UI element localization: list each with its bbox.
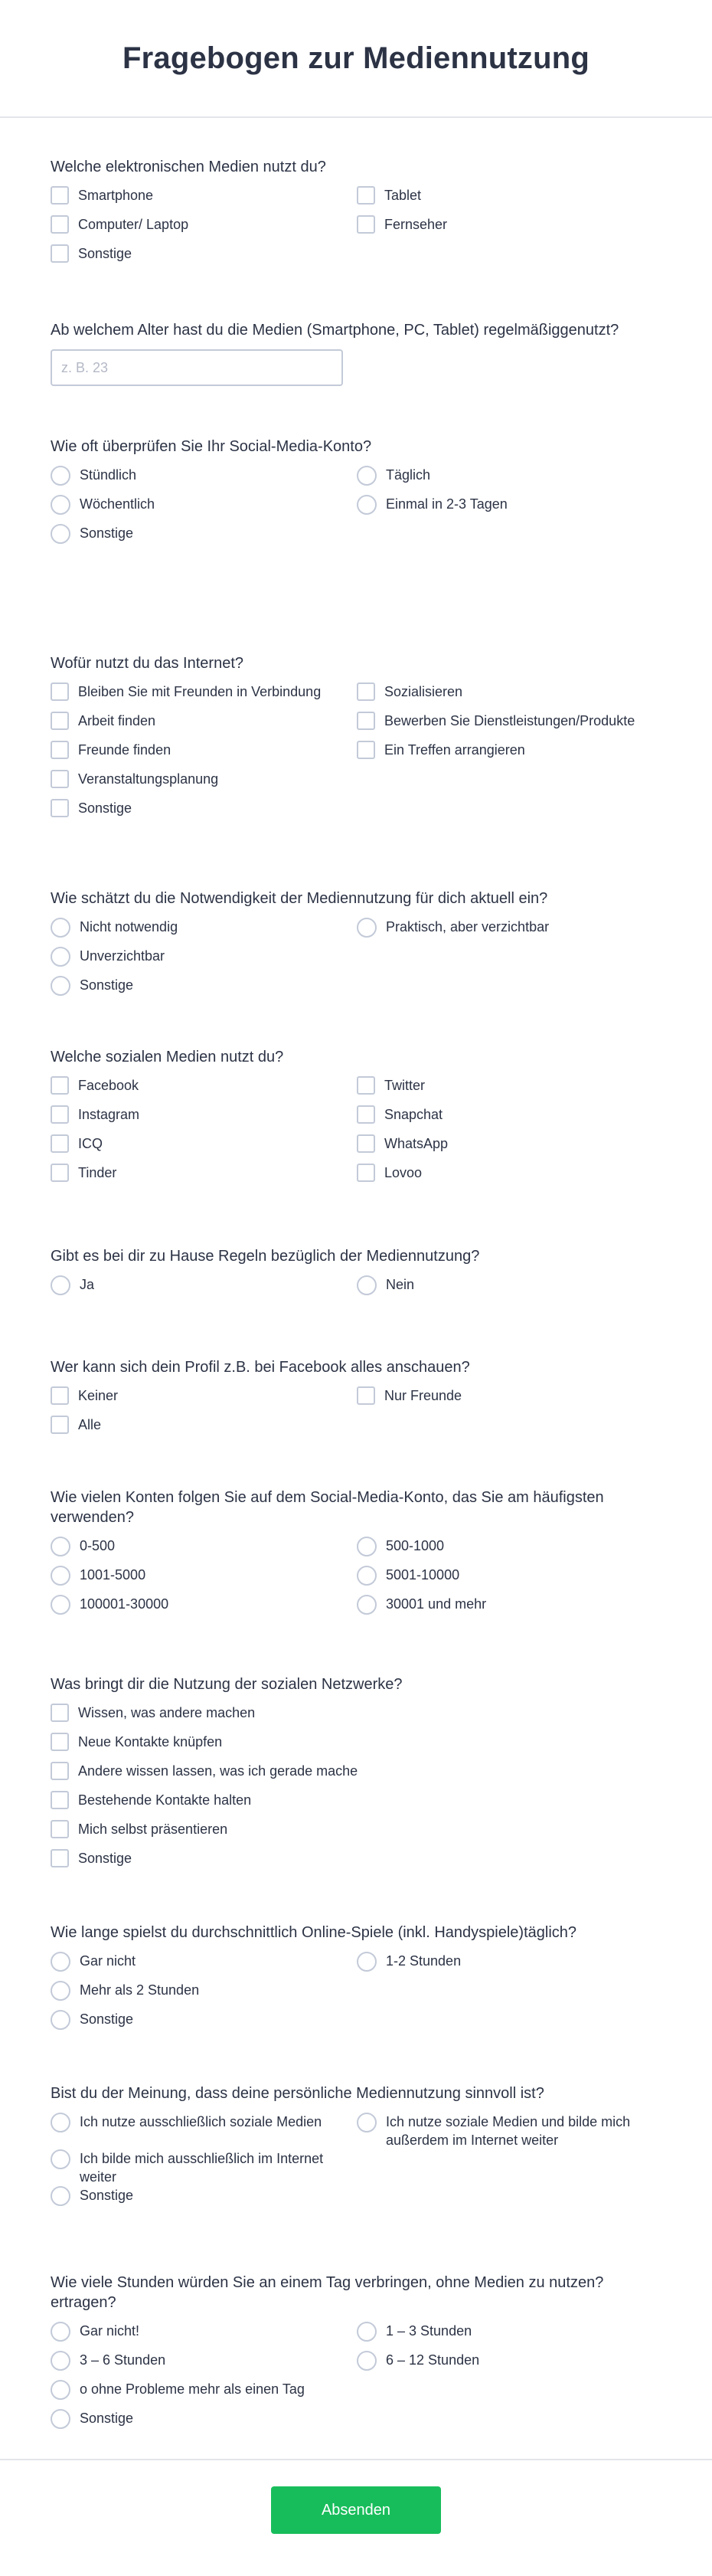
checkbox[interactable] bbox=[357, 1386, 375, 1405]
option-label: Nicht notwendig bbox=[80, 919, 178, 934]
option-label: Smartphone bbox=[78, 188, 154, 203]
option-label: 1 – 3 Stunden bbox=[386, 2323, 472, 2339]
checkbox-option[interactable] bbox=[51, 1386, 357, 1416]
radio-button[interactable] bbox=[51, 466, 70, 486]
checkbox[interactable] bbox=[51, 186, 69, 205]
option-label: Sonstige bbox=[78, 1851, 132, 1866]
option-label: Sonstige bbox=[80, 977, 134, 993]
question-12 bbox=[51, 2083, 663, 2215]
option-label: Facebook bbox=[78, 1078, 139, 1093]
age-input[interactable] bbox=[51, 349, 343, 386]
radio-button[interactable] bbox=[51, 2010, 70, 2030]
option-label: Keiner bbox=[78, 1388, 119, 1403]
option-label: o ohne Probleme mehr als einen Tag bbox=[80, 2381, 305, 2397]
option-label: Wöchentlich bbox=[80, 496, 155, 512]
radio-button[interactable] bbox=[51, 524, 70, 544]
option-label: Andere wissen lassen, was ich gerade mache bbox=[78, 1763, 358, 1779]
checkbox[interactable] bbox=[51, 682, 69, 701]
option-label: Stündlich bbox=[80, 467, 137, 483]
question-11 bbox=[51, 1923, 663, 2039]
option-label: Ich nutze soziale Medien und bilde mich außerdem im Internet weiter bbox=[386, 2114, 631, 2148]
option-label: 3 – 6 Stunden bbox=[80, 2352, 166, 2368]
question-label: Welche sozialen Medien nutzt du? bbox=[51, 1049, 284, 1065]
option-label: Alle bbox=[78, 1417, 102, 1432]
radio-option[interactable] bbox=[357, 1595, 663, 1624]
checkbox-option[interactable] bbox=[357, 741, 663, 770]
question-label: Wie viele Stunden würden Sie an einem Tag verbringen, ohne Medien zu nutzen? ertragen? bbox=[51, 2274, 604, 2311]
radio-option[interactable] bbox=[357, 1566, 663, 1595]
radio-button[interactable] bbox=[51, 1537, 70, 1556]
radio-option[interactable] bbox=[51, 1595, 357, 1624]
checkbox[interactable] bbox=[357, 1076, 375, 1095]
checkbox-option[interactable] bbox=[51, 1416, 663, 1445]
radio-button[interactable] bbox=[357, 1595, 377, 1615]
radio-option[interactable] bbox=[51, 524, 357, 553]
radio-button[interactable] bbox=[357, 466, 377, 486]
option-label: Neue Kontakte knüpfen bbox=[78, 1734, 223, 1750]
radio-button[interactable] bbox=[51, 976, 70, 996]
option-label: 1001-5000 bbox=[80, 1567, 146, 1583]
option-label: Mehr als 2 Stunden bbox=[80, 1982, 200, 1998]
checkbox-option[interactable] bbox=[51, 799, 663, 828]
radio-button[interactable] bbox=[51, 1595, 70, 1615]
radio-option[interactable] bbox=[357, 466, 663, 495]
option-label: Wissen, was andere machen bbox=[78, 1705, 256, 1720]
radio-button[interactable] bbox=[357, 918, 377, 938]
question-8 bbox=[51, 1357, 663, 1445]
checkbox[interactable] bbox=[51, 1164, 69, 1182]
option-label: Fernseher bbox=[384, 217, 448, 232]
question-13 bbox=[51, 2273, 663, 2438]
option-label: 30001 und mehr bbox=[386, 1596, 487, 1612]
radio-button[interactable] bbox=[357, 1566, 377, 1586]
radio-button[interactable] bbox=[51, 1952, 70, 1972]
option-label: Computer/ Laptop bbox=[78, 217, 189, 232]
question-label: Was bringt dir die Nutzung der sozialen Netzwerke? bbox=[51, 1676, 403, 1693]
option-label: Nur Freunde bbox=[384, 1388, 462, 1403]
checkbox[interactable] bbox=[357, 1164, 375, 1182]
radio-button[interactable] bbox=[51, 2351, 70, 2371]
checkbox-option[interactable] bbox=[51, 186, 357, 215]
option-label: 6 – 12 Stunden bbox=[386, 2352, 480, 2368]
option-label: Ja bbox=[80, 1277, 95, 1292]
checkbox[interactable] bbox=[357, 215, 375, 234]
option-label: Sonstige bbox=[78, 800, 132, 816]
radio-option[interactable] bbox=[357, 495, 663, 524]
radio-option[interactable] bbox=[357, 2351, 663, 2380]
checkbox[interactable] bbox=[51, 1105, 69, 1124]
option-label: Sonstige bbox=[80, 2011, 134, 2027]
option-label: Sozialisieren bbox=[384, 684, 463, 699]
radio-option[interactable] bbox=[51, 976, 663, 1005]
option-label: ICQ bbox=[78, 1136, 103, 1151]
checkbox-option[interactable] bbox=[357, 712, 663, 741]
option-label: Twitter bbox=[384, 1078, 426, 1093]
radio-option[interactable] bbox=[51, 2351, 357, 2380]
checkbox[interactable] bbox=[51, 244, 69, 263]
radio-option[interactable] bbox=[51, 1981, 663, 2010]
option-label: Bestehende Kontakte halten bbox=[78, 1792, 252, 1808]
question-4 bbox=[51, 653, 663, 828]
question-3 bbox=[51, 437, 663, 553]
checkbox[interactable] bbox=[51, 1076, 69, 1095]
radio-option[interactable] bbox=[51, 1566, 357, 1595]
option-label: Gar nicht bbox=[80, 1953, 136, 1969]
page-title: Fragebogen zur Mediennutzung bbox=[122, 41, 590, 75]
radio-option[interactable] bbox=[51, 2380, 663, 2409]
checkbox[interactable] bbox=[51, 1762, 69, 1780]
radio-option[interactable] bbox=[51, 1952, 357, 1981]
checkbox[interactable] bbox=[51, 1704, 69, 1722]
question-10 bbox=[51, 1674, 663, 1878]
option-label: Bewerben Sie Dienstleistungen/Produkte bbox=[384, 713, 635, 728]
checkbox-option[interactable] bbox=[51, 215, 357, 244]
option-label: WhatsApp bbox=[384, 1136, 449, 1151]
option-label: Sonstige bbox=[80, 2188, 134, 2203]
radio-option[interactable] bbox=[357, 1275, 663, 1304]
radio-option[interactable] bbox=[51, 2113, 357, 2149]
checkbox-option[interactable] bbox=[51, 1849, 663, 1878]
checkbox[interactable] bbox=[51, 799, 69, 817]
question-1 bbox=[51, 157, 663, 273]
option-label: Tinder bbox=[78, 1165, 117, 1180]
radio-option[interactable] bbox=[357, 1952, 663, 1981]
checkbox-option[interactable] bbox=[51, 682, 357, 712]
question-label: Wer kann sich dein Profil z.B. bei Facebook alles anschauen? bbox=[51, 1359, 470, 1376]
question-label: Gibt es bei dir zu Hause Regeln bezüglich der Mediennutzung? bbox=[51, 1248, 480, 1265]
question-label: Wie lange spielst du durchschnittlich Online-Spiele (inkl. Handyspiele)täglich? bbox=[51, 1924, 577, 1941]
checkbox[interactable] bbox=[51, 215, 69, 234]
checkbox-option[interactable] bbox=[51, 1733, 663, 1762]
question-label: Wie oft überprüfen Sie Ihr Social-Media-Konto? bbox=[51, 438, 372, 455]
checkbox[interactable] bbox=[357, 186, 375, 205]
option-label: Veranstaltungsplanung bbox=[78, 771, 219, 787]
radio-group bbox=[51, 1537, 663, 1624]
checkbox[interactable] bbox=[357, 1134, 375, 1153]
checkbox[interactable] bbox=[51, 1733, 69, 1751]
option-label: 100001-30000 bbox=[80, 1596, 169, 1612]
checkbox-group bbox=[51, 186, 663, 273]
checkbox-group bbox=[51, 1386, 663, 1445]
question-label: Wie vielen Konten folgen Sie auf dem Social-Media-Konto, das Sie am häufigsten verwenden? bbox=[51, 1489, 604, 1526]
radio-button[interactable] bbox=[357, 2113, 377, 2132]
checkbox[interactable] bbox=[51, 712, 69, 730]
checkbox-option[interactable] bbox=[357, 215, 663, 244]
radio-button[interactable] bbox=[357, 1537, 377, 1556]
option-label: 5001-10000 bbox=[386, 1567, 460, 1583]
checkbox-option[interactable] bbox=[357, 1105, 663, 1134]
option-label: 500-1000 bbox=[386, 1538, 445, 1553]
radio-button[interactable] bbox=[357, 1275, 377, 1295]
checkbox-option[interactable] bbox=[51, 741, 357, 770]
radio-option[interactable] bbox=[51, 918, 357, 947]
radio-button[interactable] bbox=[357, 2322, 377, 2342]
option-label: Bleiben Sie mit Freunden in Verbindung bbox=[78, 684, 322, 699]
option-label: Sonstige bbox=[80, 2411, 134, 2426]
option-label: Freunde finden bbox=[78, 742, 171, 758]
checkbox-group bbox=[51, 1076, 663, 1193]
option-label: Täglich bbox=[386, 467, 431, 483]
form-header bbox=[0, 0, 712, 118]
option-label: Nein bbox=[386, 1277, 415, 1292]
checkbox-option[interactable] bbox=[51, 1164, 357, 1193]
option-label: Instagram bbox=[78, 1107, 140, 1122]
radio-option[interactable] bbox=[357, 1537, 663, 1566]
radio-option[interactable] bbox=[51, 2010, 663, 2039]
checkbox[interactable] bbox=[357, 741, 375, 759]
radio-option[interactable] bbox=[357, 2322, 663, 2351]
radio-button[interactable] bbox=[357, 1952, 377, 1972]
radio-button[interactable] bbox=[51, 918, 70, 938]
checkbox[interactable] bbox=[357, 682, 375, 701]
radio-button[interactable] bbox=[51, 1275, 70, 1295]
option-label: 0-500 bbox=[80, 1538, 116, 1553]
checkbox-group bbox=[51, 1704, 663, 1878]
radio-button[interactable] bbox=[51, 2113, 70, 2132]
radio-option[interactable] bbox=[51, 495, 357, 524]
radio-option[interactable] bbox=[357, 918, 663, 947]
checkbox[interactable] bbox=[51, 1416, 69, 1434]
checkbox-option[interactable] bbox=[51, 1105, 357, 1134]
option-label: Gar nicht! bbox=[80, 2323, 140, 2339]
checkbox[interactable] bbox=[357, 1105, 375, 1124]
radio-button[interactable] bbox=[51, 2149, 70, 2169]
question-6 bbox=[51, 1047, 663, 1193]
option-label: Snapchat bbox=[384, 1107, 443, 1122]
checkbox[interactable] bbox=[51, 741, 69, 759]
radio-group bbox=[51, 466, 663, 553]
radio-button[interactable] bbox=[51, 1566, 70, 1586]
radio-option[interactable] bbox=[51, 2409, 663, 2438]
question-7 bbox=[51, 1246, 663, 1304]
radio-button[interactable] bbox=[51, 2380, 70, 2400]
question-label: Bist du der Meinung, dass deine persönliche Mediennutzung sinnvoll ist? bbox=[51, 2085, 544, 2102]
checkbox[interactable] bbox=[51, 1791, 69, 1809]
checkbox-option[interactable] bbox=[357, 186, 663, 215]
question-2 bbox=[51, 320, 663, 386]
option-label: Unverzichtbar bbox=[80, 948, 165, 964]
checkbox-option[interactable] bbox=[51, 770, 663, 799]
checkbox-option[interactable] bbox=[51, 244, 357, 273]
checkbox-group bbox=[51, 682, 663, 828]
option-label: 1-2 Stunden bbox=[386, 1953, 462, 1969]
question-label: Wie schätzt du die Notwendigkeit der Mediennutzung für dich aktuell ein? bbox=[51, 890, 548, 907]
question-9 bbox=[51, 1488, 663, 1624]
checkbox[interactable] bbox=[51, 770, 69, 788]
radio-option[interactable] bbox=[51, 947, 663, 976]
option-label: Einmal in 2-3 Tagen bbox=[386, 496, 508, 512]
option-label: Sonstige bbox=[80, 525, 134, 541]
checkbox-option[interactable] bbox=[51, 1134, 357, 1164]
checkbox-option[interactable] bbox=[51, 1791, 663, 1820]
radio-option[interactable] bbox=[51, 466, 357, 495]
option-label: Arbeit finden bbox=[78, 713, 156, 728]
radio-option[interactable] bbox=[51, 1275, 357, 1304]
radio-group bbox=[51, 2322, 663, 2438]
checkbox[interactable] bbox=[51, 1386, 69, 1405]
radio-button[interactable] bbox=[357, 2351, 377, 2371]
checkbox-option[interactable] bbox=[357, 682, 663, 712]
checkbox-option[interactable] bbox=[357, 1386, 663, 1416]
radio-group bbox=[51, 1275, 663, 1304]
checkbox-option[interactable] bbox=[51, 1076, 357, 1105]
form-footer bbox=[0, 2459, 712, 2576]
radio-option[interactable] bbox=[51, 2322, 357, 2351]
radio-option[interactable] bbox=[51, 2186, 663, 2215]
question-5 bbox=[51, 889, 663, 1005]
checkbox-option[interactable] bbox=[51, 1762, 663, 1791]
checkbox-option[interactable] bbox=[51, 1820, 663, 1849]
checkbox[interactable] bbox=[51, 1134, 69, 1153]
radio-button[interactable] bbox=[51, 2186, 70, 2206]
option-label: Sonstige bbox=[78, 246, 132, 261]
radio-button[interactable] bbox=[51, 947, 70, 967]
question-label: Ab welchem Alter hast du die Medien (Smartphone, PC, Tablet) regelmäßiggenutzt? bbox=[51, 322, 619, 339]
radio-button[interactable] bbox=[51, 2322, 70, 2342]
radio-group bbox=[51, 918, 663, 1005]
option-label: Mich selbst präsentieren bbox=[78, 1822, 228, 1837]
question-label: Wofür nutzt du das Internet? bbox=[51, 655, 244, 672]
checkbox[interactable] bbox=[357, 712, 375, 730]
checkbox[interactable] bbox=[51, 1849, 69, 1867]
radio-button[interactable] bbox=[51, 495, 70, 515]
radio-option[interactable] bbox=[357, 2113, 663, 2149]
submit-button[interactable]: Absenden bbox=[271, 2486, 441, 2534]
radio-group bbox=[51, 2113, 663, 2215]
radio-group bbox=[51, 1952, 663, 2039]
radio-option[interactable] bbox=[51, 1537, 357, 1566]
radio-option[interactable] bbox=[51, 2149, 357, 2186]
checkbox-option[interactable] bbox=[357, 1134, 663, 1164]
checkbox-option[interactable] bbox=[357, 1076, 663, 1105]
radio-button[interactable] bbox=[357, 495, 377, 515]
option-label: Ein Treffen arrangieren bbox=[384, 742, 525, 758]
checkbox[interactable] bbox=[51, 1820, 69, 1838]
option-label: Lovoo bbox=[384, 1165, 423, 1180]
question-label: Welche elektronischen Medien nutzt du? bbox=[51, 159, 326, 175]
radio-button[interactable] bbox=[51, 2409, 70, 2429]
option-label: Ich bilde mich ausschließlich im Internet weiter bbox=[80, 2151, 324, 2185]
option-label: Tablet bbox=[384, 188, 422, 203]
checkbox-option[interactable] bbox=[357, 1164, 663, 1193]
radio-button[interactable] bbox=[51, 1981, 70, 2001]
checkbox-option[interactable] bbox=[51, 1704, 663, 1733]
option-label: Praktisch, aber verzichtbar bbox=[386, 919, 550, 934]
option-label: Ich nutze ausschließlich soziale Medien bbox=[80, 2114, 322, 2129]
checkbox-option[interactable] bbox=[51, 712, 357, 741]
